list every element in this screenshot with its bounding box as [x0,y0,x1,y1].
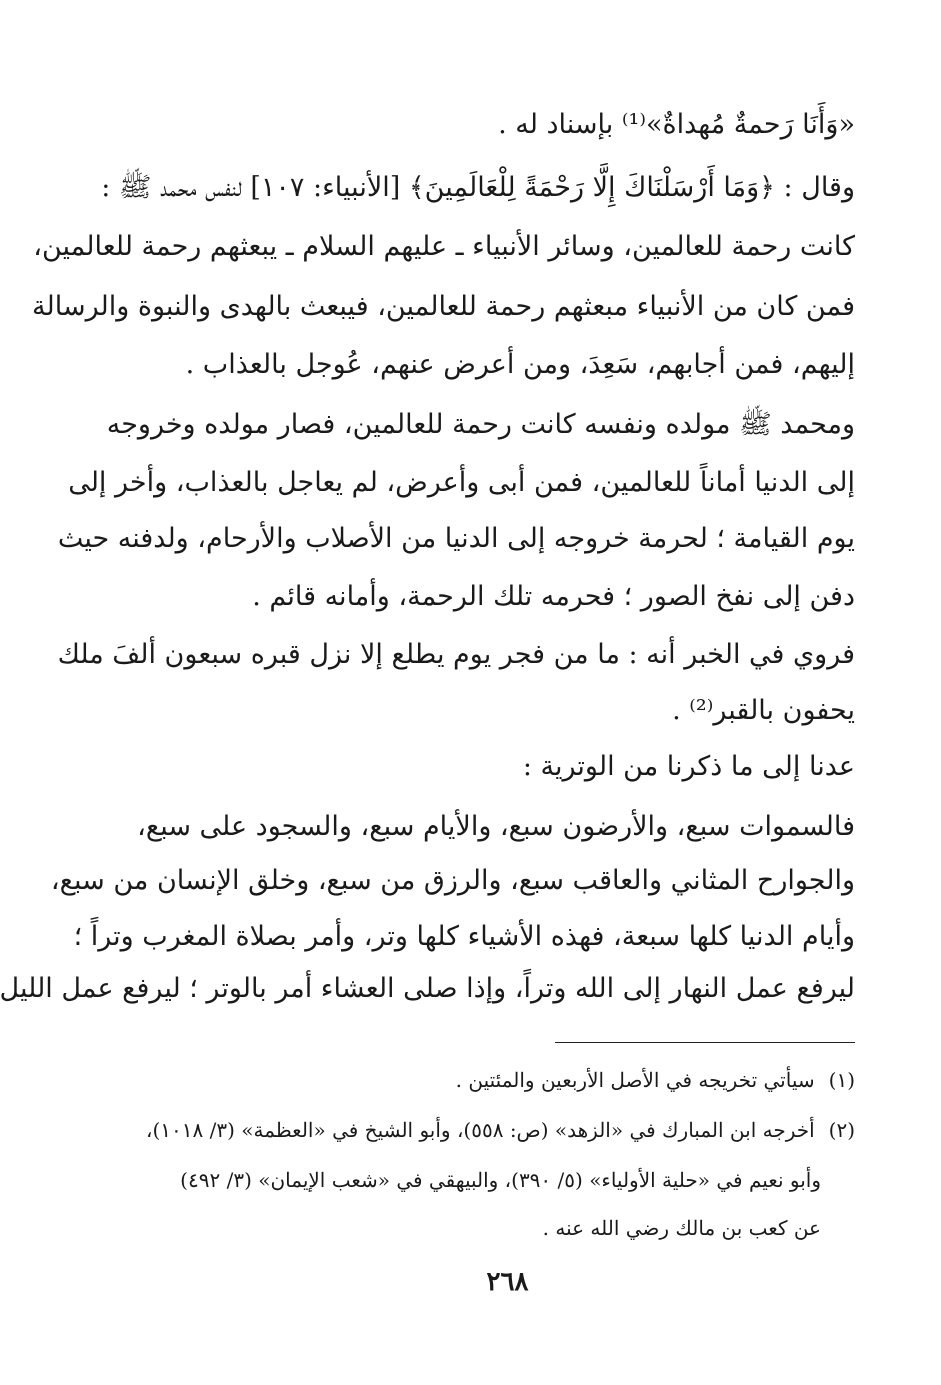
body-line-15: وأيام الدنيا كلها سبعة، فهذه الأشياء كلها وتر، وأمر بصلاة المغرب وتراً ؛ [73,921,855,952]
body-line-2: وقال : ﴿وَمَا أَرْسَلْنَاكَ إِلَّا رَحْمَةً لِلْعَالَمِينَ﴾ [الأنبياء: ١٠٧] لنفس محمد ﷺ : [101,172,855,203]
body-line-6: ومحمد ﷺ مولده ونفسه كانت رحمة للعالمين، فصار مولده وخروجه [106,409,855,440]
footnote-1 [146,1060,855,1100]
body-line-12: عدنا إلى ما ذكرنا من الوترية : [522,751,855,782]
footnote-text: وأبو نعيم في «حلية الأولياء» (٥/ ٣٩٠)، والبيهقي في «شعب الإيمان» (٣/ ٤٩٢) [180,1168,821,1192]
page-number: ٢٦٨ [486,1267,529,1297]
body-line-14: والجوارح المثاني والعاقب سبع، والرزق من سبع، وخلق الإنسان من سبع، [50,865,855,896]
body-line-1: «وَأَنَا رَحمةٌ مُهداةٌ»⁽¹⁾ بإسناد له . [498,109,855,140]
footnote-2-line-3 [146,1208,821,1248]
body-line-9: دفن إلى نفخ الصور ؛ فحرمه تلك الرحمة، وأمانه قائم . [252,581,855,612]
footnote-2-line-1 [146,1110,855,1150]
footnote-text: عن كعب بن مالك رضي الله عنه . [542,1216,821,1240]
footnote-text: سيأتي تخريجه في الأصل الأربعين والمئتين . [455,1068,815,1092]
body-line-3: كانت رحمة للعالمين، وسائر الأنبياء ـ عليهم السلام ـ يبعثهم رحمة للعالمين، [33,231,855,262]
footnote-number: (٢) [828,1118,856,1142]
body-line-11: يحفون بالقبر⁽²⁾ . [672,695,855,726]
body-line-7: إلى الدنيا أماناً للعالمين، فمن أبى وأعرض، لم يعاجل بالعذاب، وأخر إلى [68,467,855,498]
body-line-5: إليهم، فمن أجابهم، سَعِدَ، ومن أعرض عنهم، عُوجل بالعذاب . [185,349,855,380]
body-line-10: فروي في الخبر أنه : ما من فجر يوم يطلع إلا نزل قبره سبعون ألفَ ملك [57,639,855,670]
body-line-13: فالسموات سبع، والأرضون سبع، والأيام سبع، والسجود على سبع، [137,811,855,842]
footnote-text: أخرجه ابن المبارك في «الزهد» (ص: ٥٥٨)، وأبو الشيخ في «العظمة» (٣/ ١٠١٨)، [146,1118,815,1142]
footnote-separator [555,1042,855,1043]
footnote-number: (١) [828,1068,855,1092]
body-line-16: ليرفع عمل النهار إلى الله وتراً، وإذا صلى العشاء أمر بالوتر ؛ ليرفع عمل الليل [0,973,855,1004]
body-line-4: فمن كان من الأنبياء مبعثهم رحمة للعالمين، فيبعث بالهدى والنبوة والرسالة [32,291,855,322]
footnote-2-line-2 [146,1160,821,1200]
body-line-8: يوم القيامة ؛ لحرمة خروجه إلى الدنيا من الأصلاب والأرحام، ولدفنه حيث [57,523,855,554]
